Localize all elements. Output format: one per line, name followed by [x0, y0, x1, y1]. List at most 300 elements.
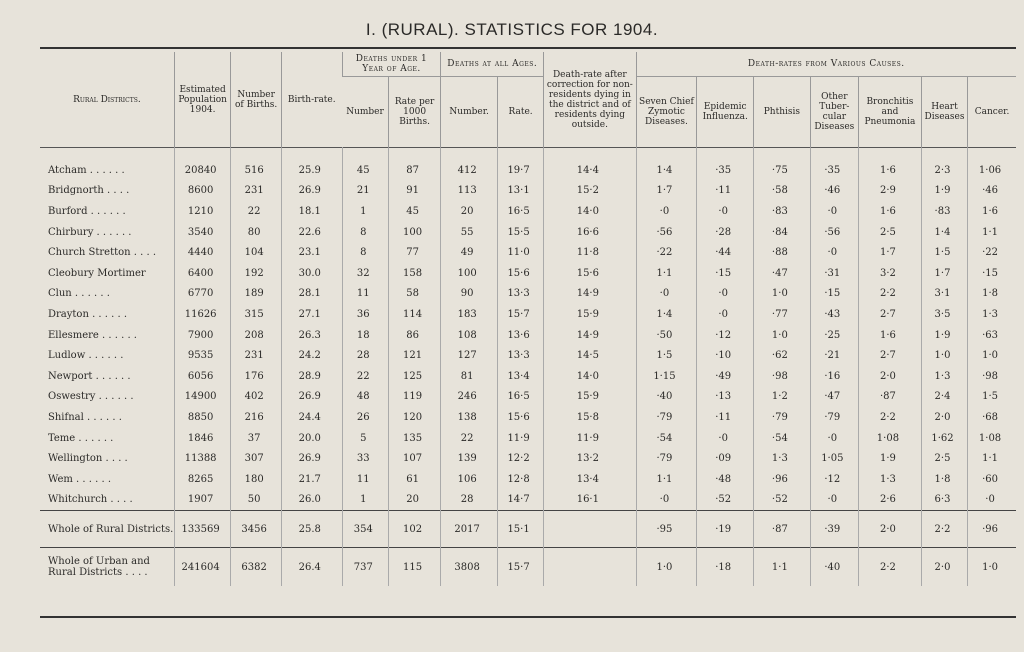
phthisis-cell: ·54 — [754, 428, 811, 449]
spacer-cell — [174, 148, 231, 161]
infant-deaths-cell: 22 — [342, 366, 388, 387]
births-cell: 50 — [231, 490, 281, 511]
heart-cell: 2·0 — [921, 548, 967, 587]
infant-rate-cell: 58 — [388, 284, 440, 305]
infant-deaths-cell: 11 — [342, 284, 388, 305]
phthisis-cell: ·75 — [754, 160, 811, 181]
population-cell: 4440 — [174, 242, 231, 263]
cancer-cell: 1·0 — [968, 345, 1016, 366]
corrected-rate-cell: 11·9 — [544, 428, 636, 449]
death-rate-cell: 15·5 — [497, 222, 543, 243]
infant-rate-cell: 45 — [388, 201, 440, 222]
heart-cell: 1·0 — [921, 345, 967, 366]
population-cell: 6770 — [174, 284, 231, 305]
infant-deaths-cell: 45 — [342, 160, 388, 181]
infant-rate-cell: 102 — [388, 511, 440, 548]
zymotic-cell: 1·7 — [636, 181, 697, 202]
spacer-cell — [441, 148, 498, 161]
births-cell: 180 — [231, 469, 281, 490]
tubercular-cell: ·46 — [810, 181, 858, 202]
cancer-cell: 1·1 — [968, 448, 1016, 469]
deaths-cell: 28 — [441, 490, 498, 511]
spacer-cell — [281, 148, 342, 161]
deaths-cell: 2017 — [441, 511, 498, 548]
cancer-cell: 1·06 — [968, 160, 1016, 181]
cancer-cell: ·63 — [968, 325, 1016, 346]
bronchitis-cell: 2·9 — [858, 181, 921, 202]
infant-deaths-cell: 11 — [342, 469, 388, 490]
tubercular-cell: ·40 — [810, 548, 858, 587]
birth-rate-cell: 25.9 — [281, 160, 342, 181]
tubercular-cell: ·43 — [810, 304, 858, 325]
cancer-cell: 1·0 — [968, 548, 1016, 587]
deaths-cell: 127 — [441, 345, 498, 366]
cancer-cell: 1·5 — [968, 387, 1016, 408]
population-cell: 8265 — [174, 469, 231, 490]
births-cell: 6382 — [231, 548, 281, 587]
births-cell: 37 — [231, 428, 281, 449]
births-cell: 208 — [231, 325, 281, 346]
district-name: Chirbury . . . . . . — [48, 226, 132, 238]
bronchitis-cell: 1·6 — [858, 201, 921, 222]
infant-deaths-cell: 48 — [342, 387, 388, 408]
influenza-cell: ·11 — [697, 407, 754, 428]
tubercular-cell: ·35 — [810, 160, 858, 181]
header-zymotic: Seven Chief Zymotic Diseases. — [636, 77, 697, 148]
deaths-cell: 108 — [441, 325, 498, 346]
district-name: Cleobury Mortimer — [48, 267, 146, 279]
table-row — [40, 222, 1016, 243]
corrected-rate-cell: 15·2 — [544, 181, 636, 202]
heart-cell: 1·3 — [921, 366, 967, 387]
district-name: Oswestry . . . . . . — [48, 391, 134, 403]
phthisis-cell: ·77 — [754, 304, 811, 325]
corrected-rate-cell: 15·9 — [544, 304, 636, 325]
population-cell: 11388 — [174, 448, 231, 469]
population-cell: 14900 — [174, 387, 231, 408]
birth-rate-cell: 28.1 — [281, 284, 342, 305]
infant-rate-cell: 107 — [388, 448, 440, 469]
table-row — [40, 181, 1016, 202]
infant-deaths-cell: 18 — [342, 325, 388, 346]
district-name: Clun . . . . . . — [48, 288, 110, 300]
bronchitis-cell: 2·2 — [858, 407, 921, 428]
corrected-rate-cell: 14·9 — [544, 325, 636, 346]
header-cancer: Cancer. — [968, 77, 1016, 148]
infant-rate-cell: 119 — [388, 387, 440, 408]
influenza-cell: ·0 — [697, 304, 754, 325]
corrected-rate-cell: 15·8 — [544, 407, 636, 428]
header-tubercular: Other Tuber-cular Diseases — [810, 77, 858, 148]
influenza-cell: ·0 — [697, 428, 754, 449]
population-cell: 20840 — [174, 160, 231, 181]
birth-rate-cell: 25.8 — [281, 511, 342, 548]
infant-deaths-cell: 8 — [342, 222, 388, 243]
header-causes: Death-rates from Various Causes. — [636, 52, 1016, 77]
phthisis-cell: 1·0 — [754, 325, 811, 346]
heart-cell: 1·9 — [921, 181, 967, 202]
death-rate-cell: 16·5 — [497, 387, 543, 408]
population-cell: 8850 — [174, 407, 231, 428]
infant-deaths-cell: 8 — [342, 242, 388, 263]
spacer-cell — [697, 148, 754, 161]
district-name: Wem . . . . . . — [48, 473, 112, 485]
births-cell: 104 — [231, 242, 281, 263]
table-body — [40, 148, 1016, 587]
zymotic-cell: 1·4 — [636, 304, 697, 325]
death-rate-cell: 13·3 — [497, 345, 543, 366]
district-name: Ludlow . . . . . . — [48, 350, 124, 362]
heart-cell: 2·2 — [921, 511, 967, 548]
tubercular-cell: ·0 — [810, 490, 858, 511]
infant-rate-cell: 91 — [388, 181, 440, 202]
spacer-cell — [342, 148, 388, 161]
phthisis-cell: 1·3 — [754, 448, 811, 469]
cancer-cell: ·60 — [968, 469, 1016, 490]
cancer-cell: 1·3 — [968, 304, 1016, 325]
population-cell: 8600 — [174, 181, 231, 202]
bronchitis-cell: 2·6 — [858, 490, 921, 511]
header-infant-number: Number — [346, 107, 384, 117]
tubercular-cell: ·12 — [810, 469, 858, 490]
population-cell: 1907 — [174, 490, 231, 511]
population-cell: 7900 — [174, 325, 231, 346]
cancer-cell: ·15 — [968, 263, 1016, 284]
infant-rate-cell: 61 — [388, 469, 440, 490]
cancer-cell: ·96 — [968, 511, 1016, 548]
header-influenza: Epidemic Influenza. — [697, 77, 754, 148]
bronchitis-cell: 2·0 — [858, 366, 921, 387]
infant-deaths-cell: 32 — [342, 263, 388, 284]
births-cell: 231 — [231, 345, 281, 366]
heart-cell: 2·3 — [921, 160, 967, 181]
infant-deaths-cell: 5 — [342, 428, 388, 449]
header-population: Estimated Population 1904. — [174, 52, 231, 148]
tubercular-cell: ·0 — [810, 242, 858, 263]
cancer-cell: ·22 — [968, 242, 1016, 263]
influenza-cell: ·28 — [697, 222, 754, 243]
phthisis-cell: ·96 — [754, 469, 811, 490]
death-rate-cell: 13·6 — [497, 325, 543, 346]
zymotic-cell: 1·5 — [636, 345, 697, 366]
population-cell: 1846 — [174, 428, 231, 449]
corrected-rate-cell: 15·6 — [544, 263, 636, 284]
header-heart: Heart Diseases — [921, 77, 967, 148]
birth-rate-cell: 26.9 — [281, 181, 342, 202]
bronchitis-cell: 1·08 — [858, 428, 921, 449]
corrected-rate-cell: 14·9 — [544, 284, 636, 305]
influenza-cell: ·0 — [697, 284, 754, 305]
influenza-cell: ·12 — [697, 325, 754, 346]
header-bronchitis: Bronchitis and Pneumonia — [858, 77, 921, 148]
births-cell: 3456 — [231, 511, 281, 548]
infant-deaths-cell: 354 — [342, 511, 388, 548]
zymotic-cell: ·0 — [636, 490, 697, 511]
table-row — [40, 160, 1016, 181]
table-row — [40, 201, 1016, 222]
infant-rate-cell: 125 — [388, 366, 440, 387]
heart-cell: 1·7 — [921, 263, 967, 284]
births-cell: 192 — [231, 263, 281, 284]
heart-cell: 6·3 — [921, 490, 967, 511]
infant-deaths-cell: 21 — [342, 181, 388, 202]
header-deaths-under-1: Deaths under 1 Year of Age. — [342, 52, 441, 77]
phthisis-cell: ·79 — [754, 407, 811, 428]
heart-cell: 1·8 — [921, 469, 967, 490]
birth-rate-cell: 21.7 — [281, 469, 342, 490]
district-name: Bridgnorth . . . . — [48, 185, 130, 197]
births-cell: 402 — [231, 387, 281, 408]
corrected-rate-cell — [544, 511, 636, 548]
zymotic-cell: ·40 — [636, 387, 697, 408]
bronchitis-cell: 1·6 — [858, 160, 921, 181]
bronchitis-cell: 2·2 — [858, 548, 921, 587]
population-cell: 11626 — [174, 304, 231, 325]
zymotic-cell: ·95 — [636, 511, 697, 548]
table-row — [40, 428, 1016, 449]
births-cell: 307 — [231, 448, 281, 469]
tubercular-cell: ·79 — [810, 407, 858, 428]
table-row — [40, 490, 1016, 511]
tubercular-cell: 1·05 — [810, 448, 858, 469]
heart-cell: 3·5 — [921, 304, 967, 325]
birth-rate-cell: 27.1 — [281, 304, 342, 325]
bronchitis-cell: 1·7 — [858, 242, 921, 263]
zymotic-cell: ·54 — [636, 428, 697, 449]
page-title: I. (RURAL). STATISTICS FOR 1904. — [365, 20, 659, 39]
deaths-cell: 49 — [441, 242, 498, 263]
zymotic-cell: 1·1 — [636, 263, 697, 284]
corrected-rate-cell: 16·6 — [544, 222, 636, 243]
header-deaths-all-ages: Deaths at all Ages. — [441, 52, 544, 77]
zymotic-cell: ·22 — [636, 242, 697, 263]
heart-cell: 2·4 — [921, 387, 967, 408]
death-rate-cell: 15·6 — [497, 407, 543, 428]
zymotic-cell: ·79 — [636, 407, 697, 428]
phthisis-cell: ·84 — [754, 222, 811, 243]
district-name: Newport . . . . . . — [48, 370, 131, 382]
deaths-cell: 22 — [441, 428, 498, 449]
heart-cell: 1·4 — [921, 222, 967, 243]
death-rate-cell: 12·2 — [497, 448, 543, 469]
influenza-cell: ·10 — [697, 345, 754, 366]
infant-rate-cell: 77 — [388, 242, 440, 263]
spacer-cell — [810, 148, 858, 161]
influenza-cell: ·44 — [697, 242, 754, 263]
death-rate-cell: 12·8 — [497, 469, 543, 490]
corrected-rate-cell: 13·4 — [544, 469, 636, 490]
table-row — [40, 284, 1016, 305]
births-cell: 80 — [231, 222, 281, 243]
heart-cell: 1·62 — [921, 428, 967, 449]
influenza-cell: ·18 — [697, 548, 754, 587]
zymotic-cell: 1·15 — [636, 366, 697, 387]
corrected-rate-cell: 11·8 — [544, 242, 636, 263]
corrected-rate-cell: 14·0 — [544, 366, 636, 387]
spacer-cell — [388, 148, 440, 161]
births-cell: 189 — [231, 284, 281, 305]
influenza-cell: ·09 — [697, 448, 754, 469]
corrected-rate-cell — [544, 548, 636, 587]
tubercular-cell: ·0 — [810, 428, 858, 449]
header-deaths-rate: Rate. — [497, 77, 543, 148]
header-corrected-rate: Death-rate after correction for non-residents dying in the district and of residents dying outside. — [544, 52, 636, 148]
infant-rate-cell: 121 — [388, 345, 440, 366]
influenza-cell: ·49 — [697, 366, 754, 387]
population-cell: 3540 — [174, 222, 231, 243]
bronchitis-cell: 2·2 — [858, 284, 921, 305]
header-district: Rural Districts. — [73, 94, 141, 105]
corrected-rate-cell: 15·9 — [544, 387, 636, 408]
district-name: Shifnal . . . . . . — [48, 411, 122, 423]
influenza-cell: ·15 — [697, 263, 754, 284]
influenza-cell: ·52 — [697, 490, 754, 511]
death-rate-cell: 15·1 — [497, 511, 543, 548]
phthisis-cell: 1·2 — [754, 387, 811, 408]
infant-deaths-cell: 33 — [342, 448, 388, 469]
birth-rate-cell: 24.2 — [281, 345, 342, 366]
phthisis-cell: ·87 — [754, 511, 811, 548]
phthisis-cell: ·47 — [754, 263, 811, 284]
district-name: Wellington . . . . — [48, 453, 128, 465]
district-name: Whitchurch . . . . — [48, 494, 133, 506]
deaths-cell: 412 — [441, 160, 498, 181]
births-cell: 216 — [231, 407, 281, 428]
birth-rate-cell: 26.3 — [281, 325, 342, 346]
district-name: Drayton . . . . . . — [48, 308, 128, 320]
deaths-cell: 3808 — [441, 548, 498, 587]
zymotic-cell: ·56 — [636, 222, 697, 243]
table-row — [40, 345, 1016, 366]
statistics-table — [40, 52, 1016, 586]
birth-rate-cell: 26.4 — [281, 548, 342, 587]
deaths-cell: 246 — [441, 387, 498, 408]
header-phthisis: Phthisis — [754, 77, 811, 148]
tubercular-cell: ·25 — [810, 325, 858, 346]
death-rate-cell: 14·7 — [497, 490, 543, 511]
deaths-cell: 139 — [441, 448, 498, 469]
bronchitis-cell: 1·3 — [858, 469, 921, 490]
population-cell: 6400 — [174, 263, 231, 284]
birth-rate-cell: 18.1 — [281, 201, 342, 222]
deaths-cell: 81 — [441, 366, 498, 387]
births-cell: 22 — [231, 201, 281, 222]
phthisis-cell: ·52 — [754, 490, 811, 511]
table-row — [40, 242, 1016, 263]
tubercular-cell: ·56 — [810, 222, 858, 243]
influenza-cell: ·35 — [697, 160, 754, 181]
infant-rate-cell: 120 — [388, 407, 440, 428]
heart-cell: 2·5 — [921, 448, 967, 469]
tubercular-cell: ·31 — [810, 263, 858, 284]
infant-deaths-cell: 26 — [342, 407, 388, 428]
population-cell: 133569 — [174, 511, 231, 548]
heart-cell: 3·1 — [921, 284, 967, 305]
bronchitis-cell: 1·6 — [858, 325, 921, 346]
infant-rate-cell: 114 — [388, 304, 440, 325]
births-cell: 176 — [231, 366, 281, 387]
tubercular-cell: ·0 — [810, 201, 858, 222]
population-cell: 6056 — [174, 366, 231, 387]
infant-deaths-cell: 1 — [342, 201, 388, 222]
table-row — [40, 387, 1016, 408]
spacer-cell — [544, 148, 636, 161]
tubercular-cell: ·39 — [810, 511, 858, 548]
birth-rate-cell: 30.0 — [281, 263, 342, 284]
zymotic-cell: ·79 — [636, 448, 697, 469]
heart-cell: 1·5 — [921, 242, 967, 263]
bronchitis-cell: 1·9 — [858, 448, 921, 469]
bronchitis-cell: ·87 — [858, 387, 921, 408]
population-cell: 241604 — [174, 548, 231, 587]
deaths-cell: 106 — [441, 469, 498, 490]
infant-rate-cell: 87 — [388, 160, 440, 181]
death-rate-cell: 13·3 — [497, 284, 543, 305]
birth-rate-cell: 26.0 — [281, 490, 342, 511]
infant-rate-cell: 100 — [388, 222, 440, 243]
death-rate-cell: 16·5 — [497, 201, 543, 222]
birth-rate-cell: 28.9 — [281, 366, 342, 387]
birth-rate-cell: 24.4 — [281, 407, 342, 428]
death-rate-cell: 15·6 — [497, 263, 543, 284]
infant-deaths-cell: 28 — [342, 345, 388, 366]
zymotic-cell: ·0 — [636, 284, 697, 305]
corrected-rate-cell: 14·5 — [544, 345, 636, 366]
cancer-cell: ·46 — [968, 181, 1016, 202]
births-cell: 231 — [231, 181, 281, 202]
district-name: Church Stretton . . . . — [48, 247, 157, 259]
heart-cell: 1·9 — [921, 325, 967, 346]
death-rate-cell: 13·1 — [497, 181, 543, 202]
spacer-cell — [497, 148, 543, 161]
deaths-cell: 138 — [441, 407, 498, 428]
bronchitis-cell: 2·7 — [858, 304, 921, 325]
death-rate-cell: 15·7 — [497, 304, 543, 325]
spacer-cell — [754, 148, 811, 161]
spacer-cell — [858, 148, 921, 161]
influenza-cell: ·19 — [697, 511, 754, 548]
cancer-cell: 1·8 — [968, 284, 1016, 305]
birth-rate-cell: 23.1 — [281, 242, 342, 263]
header-infant-rate: Rate per 1000 Births. — [388, 77, 440, 148]
death-rate-cell: 19·7 — [497, 160, 543, 181]
birth-rate-cell: 26.9 — [281, 448, 342, 469]
cancer-cell: ·68 — [968, 407, 1016, 428]
spacer-cell — [968, 148, 1016, 161]
infant-deaths-cell: 737 — [342, 548, 388, 587]
header-deaths-number: Number. — [441, 77, 498, 148]
table-row — [40, 263, 1016, 284]
deaths-cell: 90 — [441, 284, 498, 305]
infant-deaths-cell: 1 — [342, 490, 388, 511]
cancer-cell: 1·1 — [968, 222, 1016, 243]
spacer-cell — [231, 148, 281, 161]
tubercular-cell: ·16 — [810, 366, 858, 387]
phthisis-cell: ·88 — [754, 242, 811, 263]
influenza-cell: ·48 — [697, 469, 754, 490]
deaths-cell: 20 — [441, 201, 498, 222]
district-name: Ellesmere . . . . . . — [48, 329, 137, 341]
death-rate-cell: 13·4 — [497, 366, 543, 387]
phthisis-cell: 1·1 — [754, 548, 811, 587]
header-birth-rate: Birth-rate. — [281, 52, 342, 148]
population-cell: 1210 — [174, 201, 231, 222]
birth-rate-cell: 20.0 — [281, 428, 342, 449]
header-births: Number of Births. — [231, 52, 281, 148]
zymotic-cell: ·0 — [636, 201, 697, 222]
district-name: Teme . . . . . . — [48, 432, 114, 444]
influenza-cell: ·11 — [697, 181, 754, 202]
